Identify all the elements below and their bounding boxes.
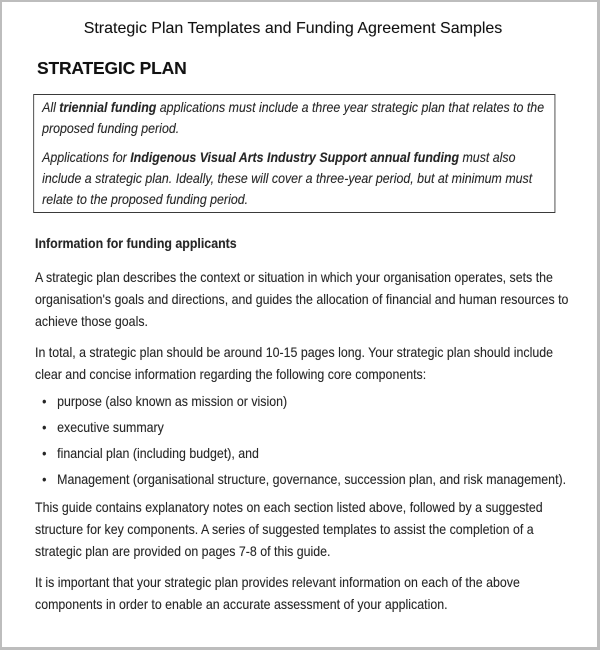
- paragraph-strategic-plan-overview: A strategic plan describes the context or situation in which your organisation operates, sets the organisation's goals and directions, and guides the allocation of financial and human resources to achieve those goals.: [35, 269, 569, 329]
- bullet-icon: •: [42, 445, 47, 461]
- list-item-text: Management (organisational structure, governance, succession plan, and risk management).: [57, 471, 567, 487]
- notice-1-bold-term: triennial funding: [59, 99, 157, 115]
- core-components-list: [35, 390, 573, 490]
- bullet-icon: •: [42, 419, 47, 435]
- list-item-purpose: [35, 390, 573, 412]
- document-title: Strategic Plan Templates and Funding Agreement Samples: [83, 20, 503, 37]
- list-item-management: [35, 468, 573, 490]
- list-item-executive-summary: [35, 416, 573, 438]
- notice-2-prefix: Applications for: [42, 149, 131, 165]
- list-item-text: purpose (also known as mission or vision): [57, 393, 288, 409]
- bullet-icon: •: [42, 393, 47, 409]
- list-item-text: financial plan (including budget), and: [57, 445, 259, 461]
- strategic-plan-heading: STRATEGIC PLAN: [37, 58, 187, 78]
- paragraph-guide-contents: This guide contains explanatory notes on each section listed above, followed by a suggested structure for key components. A series of suggested templates to assist the completion of a strategic plan are provided on pages 7-8 of this guide.: [35, 499, 543, 559]
- info-for-applicants-heading: Information for funding applicants: [35, 235, 237, 251]
- paragraph-importance-note: It is important that your strategic plan provides relevant information on each of the above components in order to enable an accurate assessment of your application.: [35, 574, 520, 612]
- notice-paragraph-triennial: [42, 97, 546, 139]
- paragraph-plan-length: In total, a strategic plan should be around 10-15 pages long. Your strategic plan should include clear and concise information regarding the following core components:: [35, 344, 554, 382]
- list-item-financial-plan: [35, 442, 573, 464]
- funding-requirements-notice-box: [33, 94, 555, 213]
- notice-paragraph-annual: [42, 147, 546, 210]
- document-body: [35, 94, 573, 615]
- notice-2-bold-term: Indigenous Visual Arts Industry Support annual funding: [130, 149, 460, 165]
- bullet-icon: •: [42, 471, 47, 487]
- notice-1-suffix: applications must include a three year strategic plan that relates to the proposed funding period.: [42, 99, 545, 136]
- notice-1-prefix: All: [42, 99, 60, 115]
- notice-2-suffix: must also include a strategic plan. Ideally, these will cover a three-year period, but at minimum must relate to the proposed funding period.: [42, 149, 533, 207]
- list-item-text: executive summary: [57, 419, 164, 435]
